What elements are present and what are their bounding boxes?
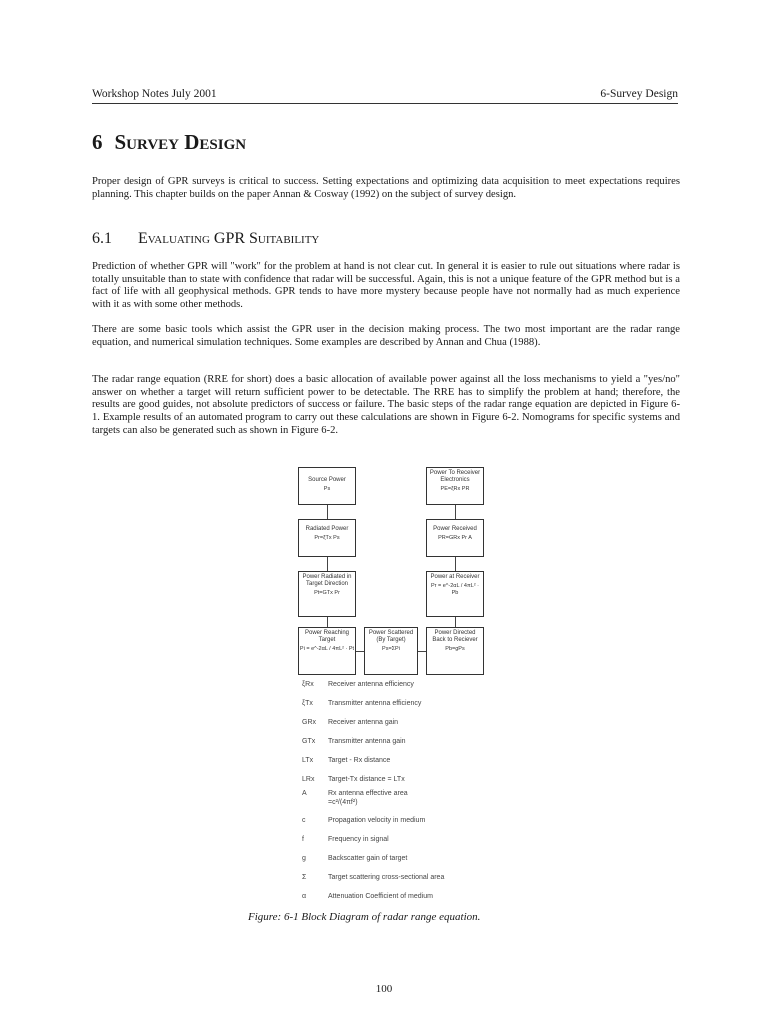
legend-symbol: c — [302, 817, 306, 824]
box-label: Power Scattered (By Target) — [368, 630, 414, 643]
box-label: Power Radiated in Target Direction — [302, 574, 352, 587]
section-number: 6.1 — [92, 230, 112, 247]
legend-item — [302, 873, 542, 892]
chapter-number: 6 — [92, 130, 103, 154]
box-label: Power Reaching Target — [304, 630, 350, 643]
arrow — [327, 505, 328, 519]
legend-item — [302, 737, 542, 756]
legend-text: Propagation velocity in medium — [328, 817, 426, 824]
box-formula: Pt=GTx Pr — [314, 590, 340, 596]
legend-symbol: LTx — [302, 757, 314, 764]
box-label: Source Power — [308, 477, 346, 483]
legend-symbol: ξRx — [302, 681, 314, 688]
symbol-legend — [302, 680, 542, 911]
legend-symbol: LRx — [302, 776, 315, 783]
legend-symbol: α — [302, 893, 307, 900]
section-name: Evaluating GPR Suitability — [138, 230, 320, 247]
legend-text: Frequency in signal — [328, 836, 389, 843]
box-label: Radiated Power — [305, 526, 349, 532]
paragraph: Prediction of whether GPR will "work" for the problem at hand is not clear cut. In general it is easier to rule out situations where radar is totally unsuitable than to state with confidence that radar will be successful. Again, this is not a unique feature of the GPR method but is a fact of life with all geophysical methods. GPR tends to have more mystery because people have not normally had as much experience with it as with some other methods. — [92, 261, 680, 311]
box-label: Power Directed Back to Reciever — [432, 630, 478, 643]
arrow — [455, 557, 456, 571]
arrow — [327, 557, 328, 571]
legend-item — [302, 756, 542, 775]
legend-symbol: GRx — [302, 719, 316, 726]
legend-item — [302, 699, 542, 718]
box-formula: Pr=ξTx Ps — [314, 535, 340, 541]
section-title — [92, 230, 319, 248]
power-at-receiver-box — [426, 571, 484, 617]
arrow — [418, 651, 426, 652]
legend-text: Receiver antenna efficiency — [328, 681, 414, 688]
arrow — [327, 617, 328, 627]
arrow — [455, 505, 456, 519]
legend-text: Backscatter gain of target — [328, 855, 408, 862]
power-directed-back-box — [426, 627, 484, 675]
legend-item — [302, 854, 542, 873]
page-number: 100 — [375, 983, 393, 995]
box-formula: Ps=ΣPi — [382, 646, 400, 652]
legend-text: Target - Rx distance — [328, 757, 391, 764]
box-label: Power at Receiver — [430, 574, 480, 580]
paragraph: There are some basic tools which assist the GPR user in the decision making process. The two most important are the radar range equation, and numerical simulation techniques. Some examples are described by Annan and Chua (1988). — [92, 324, 680, 348]
box-formula: PE=ξRx PR — [440, 486, 470, 492]
legend-symbol: Σ — [302, 874, 307, 881]
legend-item — [302, 816, 542, 835]
legend-item — [302, 835, 542, 854]
legend-symbol: GTx — [302, 738, 316, 745]
legend-symbol: f — [302, 836, 304, 843]
header-right: 6-Survey Design — [600, 88, 678, 100]
chapter-name: Survey Design — [114, 130, 247, 154]
power-to-electronics-box — [426, 467, 484, 505]
paragraph: The radar range equation (RRE for short) does a basic allocation of available power against all the loss mechanisms to yield a "yes/no" answer on whether a target will return sufficient power to be detectable. The RRE has to simplify the problem at hand; therefore, the results are good guides, not absolute predictors of success or failure. The basic steps of the radar range equation are depicted in Figure 6-1. Example results of an automated program to carry out these calculations are shown in Figure 6-2. Nomograms for specific systems and targets can also be generated such as shown in Figure 6-2. — [92, 374, 680, 436]
legend-text: Transmitter antenna efficiency — [328, 700, 422, 707]
legend-text: Rx antenna effective area =c²/(4πf²) — [328, 790, 408, 806]
legend-item — [302, 680, 542, 699]
legend-item — [302, 789, 542, 816]
box-formula: Pr = e^-2αL / 4πL² · Pb — [430, 583, 480, 596]
legend-symbol: A — [302, 790, 307, 797]
source-power-box — [298, 467, 356, 505]
power-reaching-target-box — [298, 627, 356, 675]
arrow — [455, 617, 456, 627]
power-scattered-box — [364, 627, 418, 675]
block-diagram — [296, 465, 486, 677]
legend-text: Target-Tx distance = LTx — [328, 776, 405, 783]
box-formula: PR=GRx Pr A — [438, 535, 472, 541]
box-label: Power Received — [433, 526, 477, 532]
box-formula: Pi = e^-2αL / 4πL² · Pt — [299, 646, 355, 652]
radiated-power-box — [298, 519, 356, 557]
legend-item — [302, 892, 542, 911]
box-formula: Ps — [323, 486, 331, 492]
running-header — [92, 88, 678, 104]
box-formula: Pb=gPs — [445, 646, 465, 652]
legend-text: Target scattering cross-sectional area — [328, 874, 445, 881]
legend-symbol: ξTx — [302, 700, 313, 707]
intro-paragraph: Proper design of GPR surveys is critical to success. Setting expectations and optimizing data acquisition to meet expectations requires planning. This chapter builds on the paper Annan & Cosway (1992) on the subject of survey design. — [92, 176, 680, 200]
legend-symbol: g — [302, 855, 306, 862]
arrow — [356, 651, 364, 652]
power-received-box — [426, 519, 484, 557]
legend-text: Attenuation Coefficient of medium — [328, 893, 433, 900]
header-left: Workshop Notes July 2001 — [92, 88, 217, 100]
legend-text: Receiver antenna gain — [328, 719, 399, 726]
chapter-title — [92, 130, 246, 155]
power-radiated-direction-box — [298, 571, 356, 617]
figure-caption: Figure: 6-1 Block Diagram of radar range equation. — [248, 911, 481, 923]
legend-text: Transmitter antenna gain — [328, 738, 406, 745]
legend-item — [302, 718, 542, 737]
legend-item — [302, 775, 542, 789]
box-label: Power To Receiver Electronics — [429, 470, 481, 483]
